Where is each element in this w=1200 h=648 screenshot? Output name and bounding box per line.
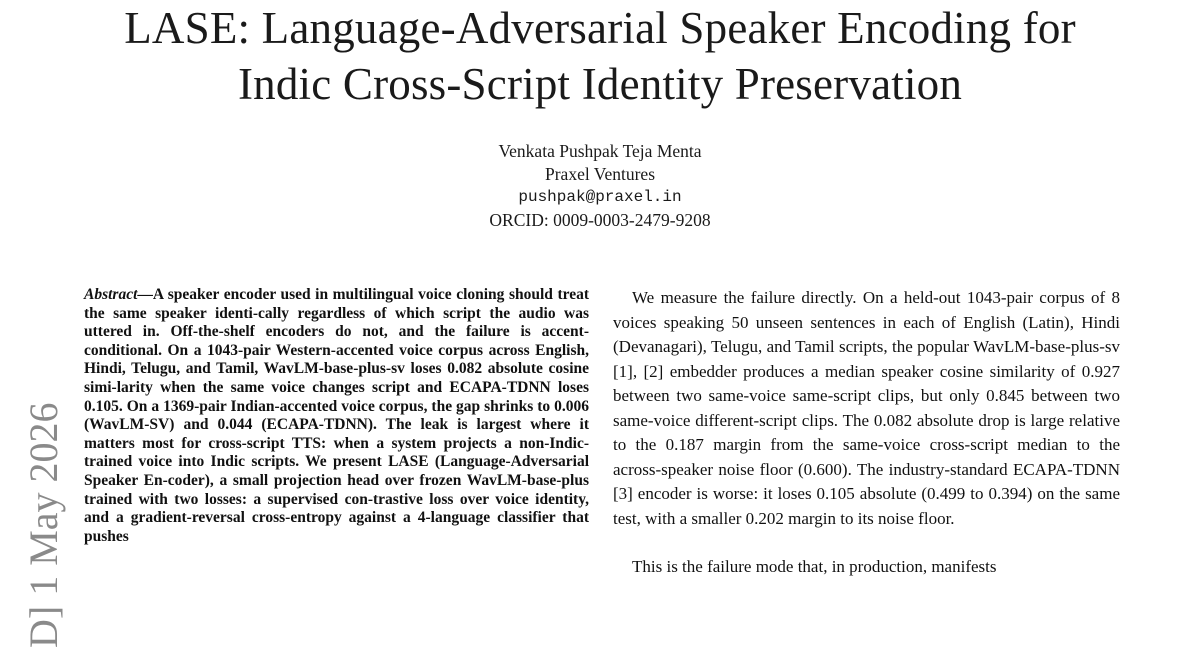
arxiv-margin-stamp: D] 1 May 2026	[21, 402, 66, 648]
author-affiliation: Praxel Ventures	[545, 164, 655, 184]
body-paragraph-2: This is the failure mode that, in production, manifests	[632, 557, 997, 576]
body-column-right	[613, 286, 1120, 580]
body-paragraph-1: We measure the failure directly. On a held-out 1043-pair corpus of 8 voices speaking 50 unseen sentences in each of English (Latin), Hindi (Devanagari), Telugu, and Tamil scripts, the popular WavLM-base-plus-sv [1], [2] embedder produces a median speaker cosine similarity of 0.927 between two same-voice same-script clips, but only 0.845 between two same-voice different-script clips. The 0.082 absolute drop is large relative to the 0.187 margin from the same-voice cross-script median to the across-speaker noise floor (0.600). The industry-standard ECAPA-TDNN [3] encoder is worse: it loses 0.105 absolute (0.499 to 0.394) on the same test, with a smaller 0.202 margin to its noise floor.	[613, 288, 1120, 528]
paper-title	[0, 0, 1200, 112]
abstract-label: Abstract	[84, 286, 138, 303]
abstract-text: —A speaker encoder used in multilingual voice cloning should treat the same speaker identi-cally regardless of which script the audio was uttered in. Off-the-shelf encoders do not, and the failure is accent-conditional. On a 1043-pair Western-accented voice corpus across English, Hindi, Telugu, and Tamil, WavLM-base-plus-sv loses 0.082 absolute cosine simi-larity when the same voice changes script and ECAPA-TDNN loses 0.105. On a 1369-pair Indian-accented voice corpus, the gap shrinks to 0.006 (WavLM-SV) and 0.044 (ECAPA-TDNN). The leak is largest where it matters most for cross-script TTS: when a system projects a non-Indic-trained voice into Indic scripts. We present LASE (Language-Adversarial Speaker En-coder), a small projection head over frozen WavLM-base-plus trained with two losses: a supervised con-trastive loss over voice identity, and a gradient-reversal cross-entropy against a 4-language classifier that pushes	[84, 286, 589, 545]
author-email: pushpak@praxel.in	[518, 188, 682, 206]
title-line-1: LASE: Language-Adversarial Speaker Encoding for	[124, 3, 1076, 53]
title-line-2: Indic Cross-Script Identity Preservation	[237, 59, 963, 109]
author-orcid: ORCID: 0009-0003-2479-9208	[489, 210, 711, 230]
author-name: Venkata Pushpak Teja Menta	[498, 141, 702, 161]
abstract	[84, 286, 589, 546]
author-block	[0, 140, 1200, 232]
